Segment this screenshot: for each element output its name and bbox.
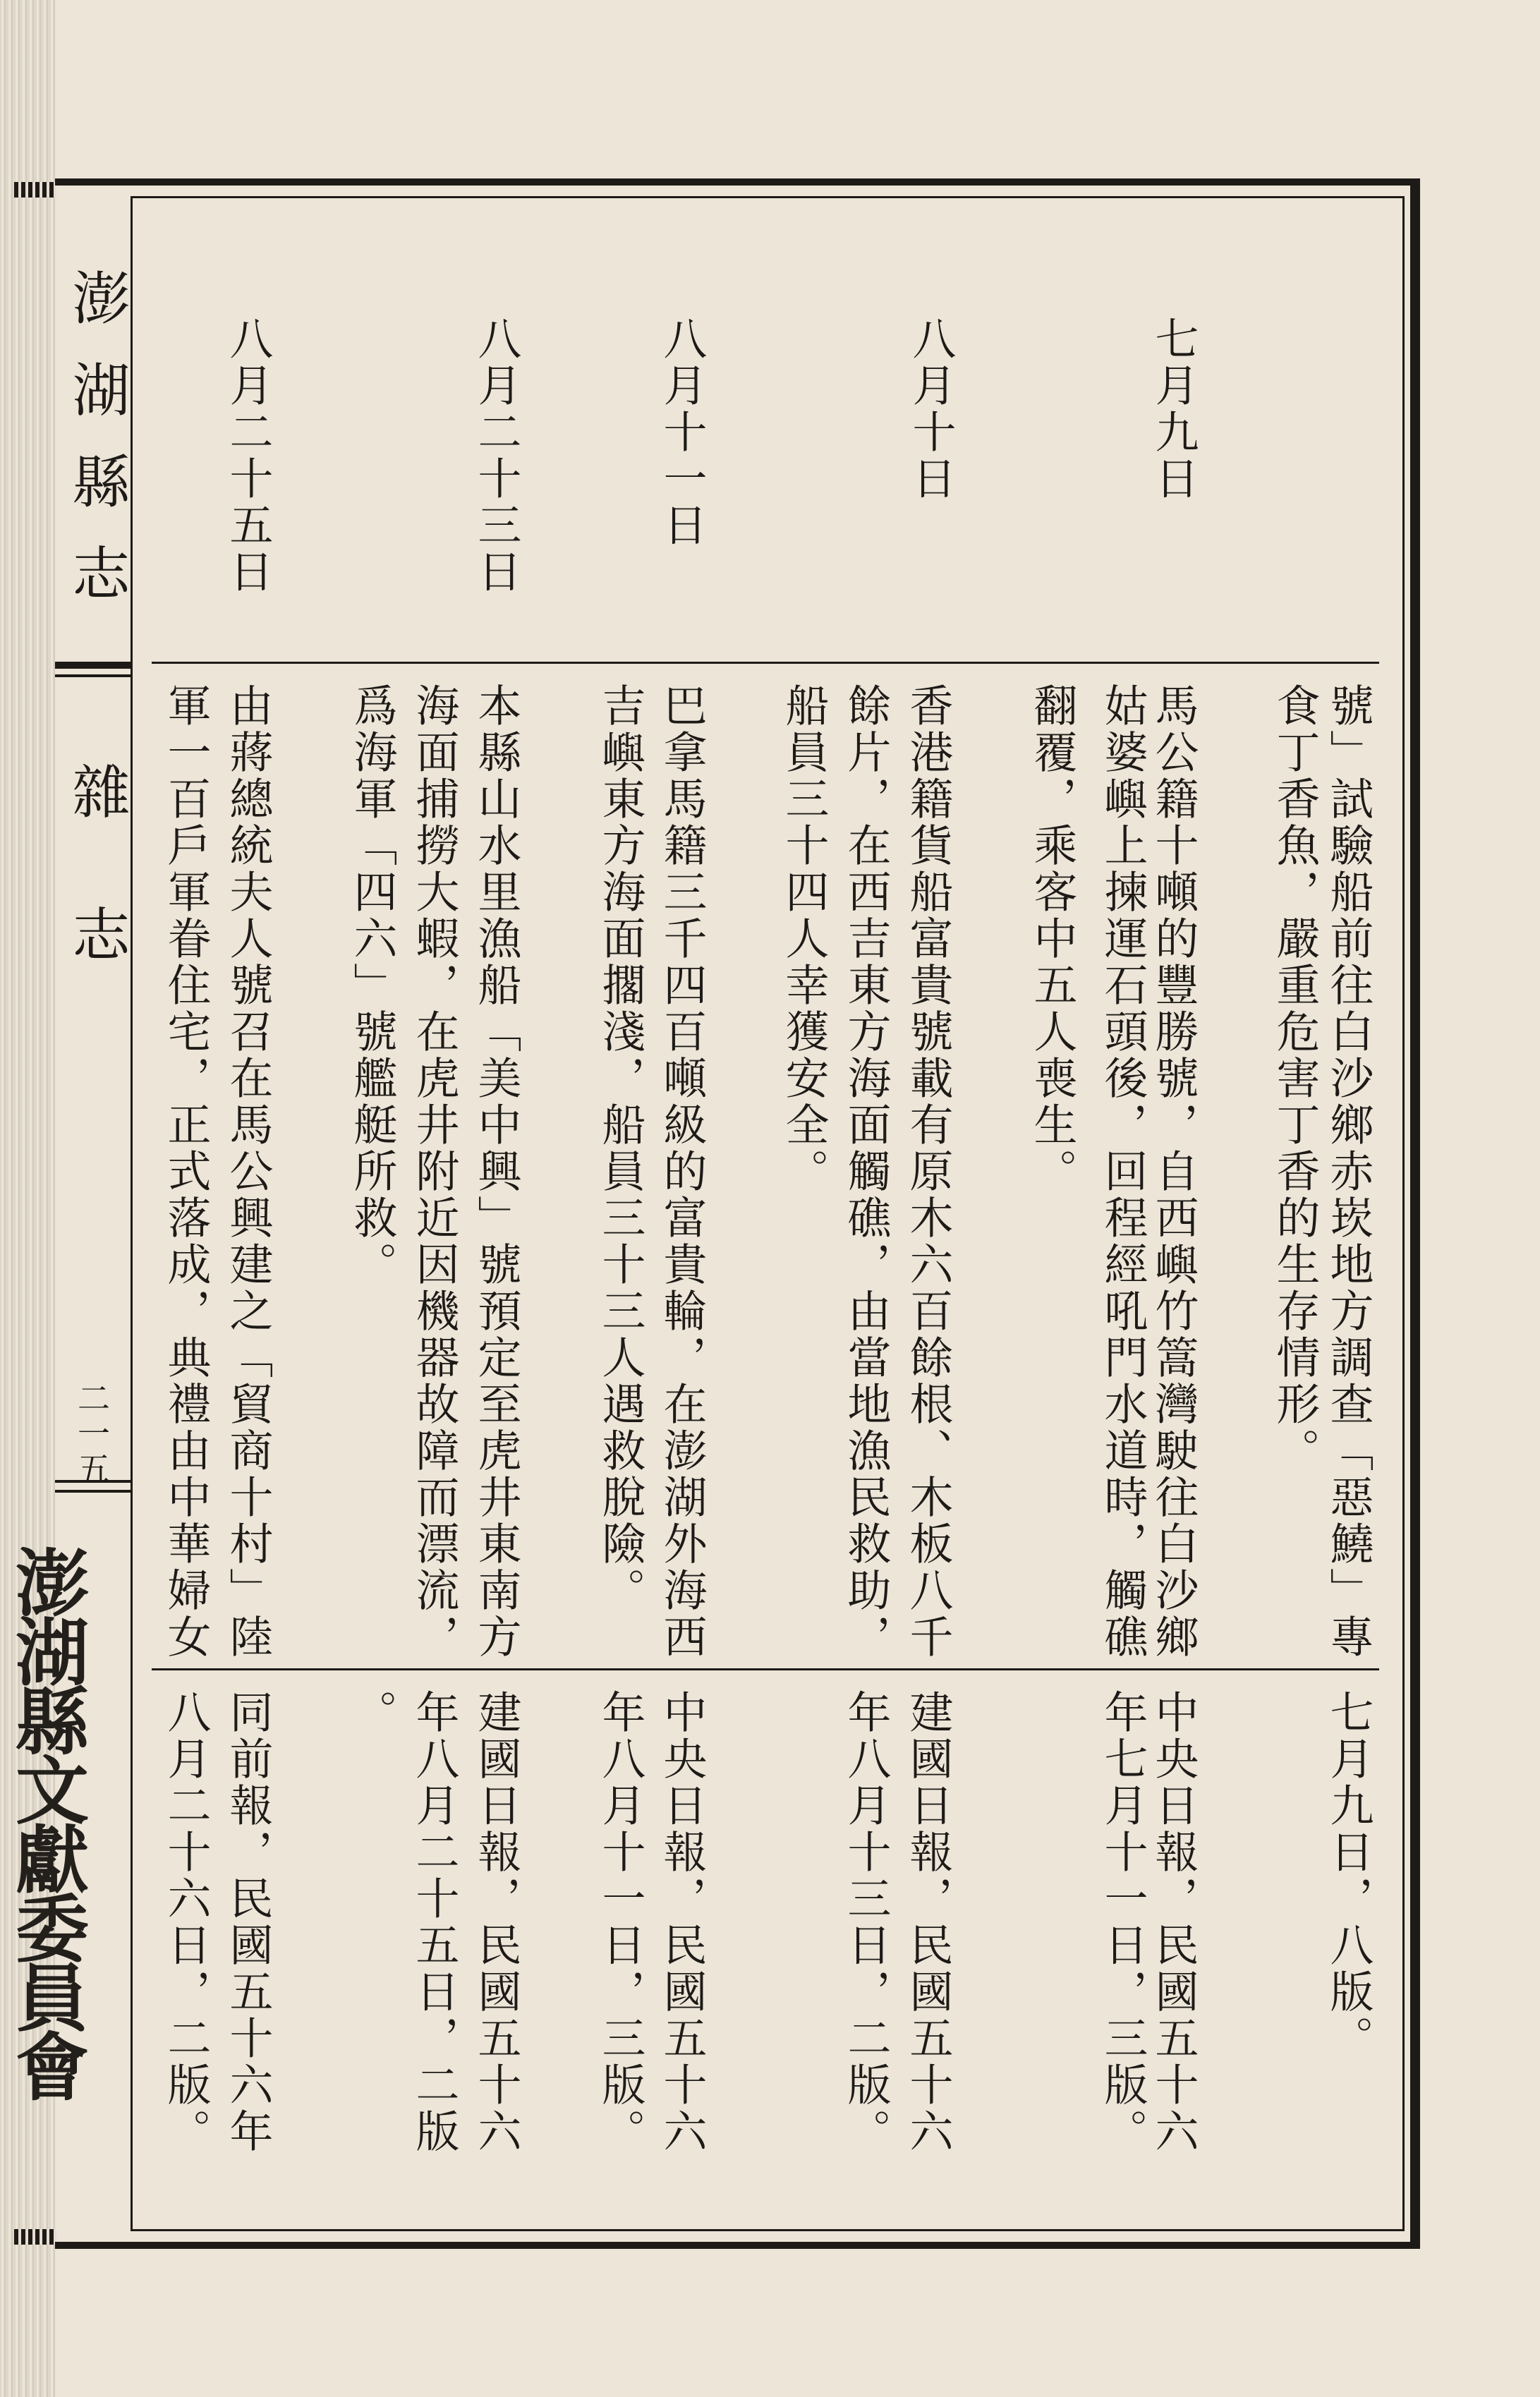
entry-source-line: 。 xyxy=(346,1689,398,1736)
entry-source-line: 年八月二十五日，二版 xyxy=(408,1689,460,2155)
tier-divider-source xyxy=(152,1668,1379,1670)
entry-date: 八月十日 xyxy=(905,316,957,502)
margin-separator xyxy=(55,674,131,677)
book-title: 澎湖縣志 xyxy=(63,268,130,635)
entry-source-line: 八月二十六日，二版。 xyxy=(160,1689,212,2155)
entry-event-line: 軍一百戶軍眷住宅，正式落成，典禮由中華婦女 xyxy=(160,683,212,1661)
edge-ornament-bottom xyxy=(14,2229,56,2245)
entry-source-line: 年八月十三日，二版。 xyxy=(840,1689,892,2155)
edge-ornament-top xyxy=(14,182,56,198)
entry-event-line: 吉嶼東方海面擱淺，船員三十三人遇救脫險。 xyxy=(595,683,646,1614)
entry-date: 八月二十五日 xyxy=(222,316,274,595)
entry-source-line: 年七月十一日，三版。 xyxy=(1097,1689,1148,2155)
entry-date: 八月二十三日 xyxy=(471,316,522,595)
entry-event-line: 餘片，在西吉東方海面觸礁，由當地漁民救助， xyxy=(840,683,892,1661)
entry-event-line: 馬公籍十噸的豐勝號，自西嶼竹篙灣駛往白沙鄉 xyxy=(1148,683,1199,1661)
entry-event-line: 食丁香魚，嚴重危害丁香的生存情形。 xyxy=(1269,683,1321,1474)
entry-source-line: 建國日報，民國五十六 xyxy=(902,1689,954,2155)
entry-source-line: 七月九日，八版。 xyxy=(1323,1689,1374,2062)
entry-date: 七月九日 xyxy=(1148,316,1199,502)
margin-separator xyxy=(55,1490,131,1493)
entry-event-line: 海面捕撈大蝦，在虎井附近因機器故障而漂流， xyxy=(408,683,460,1661)
entry-event-line: 姑婆嶼上揀運石頭後，回程經吼門水道時，觸礁 xyxy=(1097,683,1148,1661)
entry-source-line: 中央日報，民國五十六 xyxy=(1148,1689,1199,2155)
entry-source-line: 建國日報，民國五十六 xyxy=(471,1689,522,2155)
entry-event-line: 本縣山水里漁船「美中興」號預定至虎井東南方 xyxy=(471,683,522,1661)
page-number: 二一五 xyxy=(73,1381,111,1487)
entry-source-line: 中央日報，民國五十六 xyxy=(656,1689,708,2155)
entry-source-line: 年八月十一日，三版。 xyxy=(595,1689,646,2155)
entry-date: 八月十一日 xyxy=(656,316,708,549)
tier-divider-date xyxy=(152,662,1379,664)
entry-event-line: 巴拿馬籍三千四百噸級的富貴輪，在澎湖外海西 xyxy=(656,683,708,1661)
entry-event-line: 船員三十四人幸獲安全。 xyxy=(778,683,830,1195)
entry-source-line: 同前報，民國五十六年 xyxy=(222,1689,274,2155)
entry-event-line: 翻覆，乘客中五人喪生。 xyxy=(1026,683,1078,1195)
entry-event-line: 香港籍貨船富貴號載有原木六百餘根、木板八千 xyxy=(902,683,954,1661)
entry-event-line: 號」試驗船前往白沙鄉赤崁地方調查「惡鱙」專 xyxy=(1323,683,1374,1661)
section-title: 雜志 xyxy=(63,762,130,1047)
publisher-stamp: 澎湖縣文獻委員會 xyxy=(3,1545,90,2098)
entry-event-line: 由蔣總統夫人號召在馬公興建之「貿商十村」陸 xyxy=(222,683,274,1661)
margin-separator xyxy=(55,662,131,669)
entry-event-line: 爲海軍「四六」號艦艇所救。 xyxy=(346,683,398,1288)
inner-frame xyxy=(131,196,1405,2231)
